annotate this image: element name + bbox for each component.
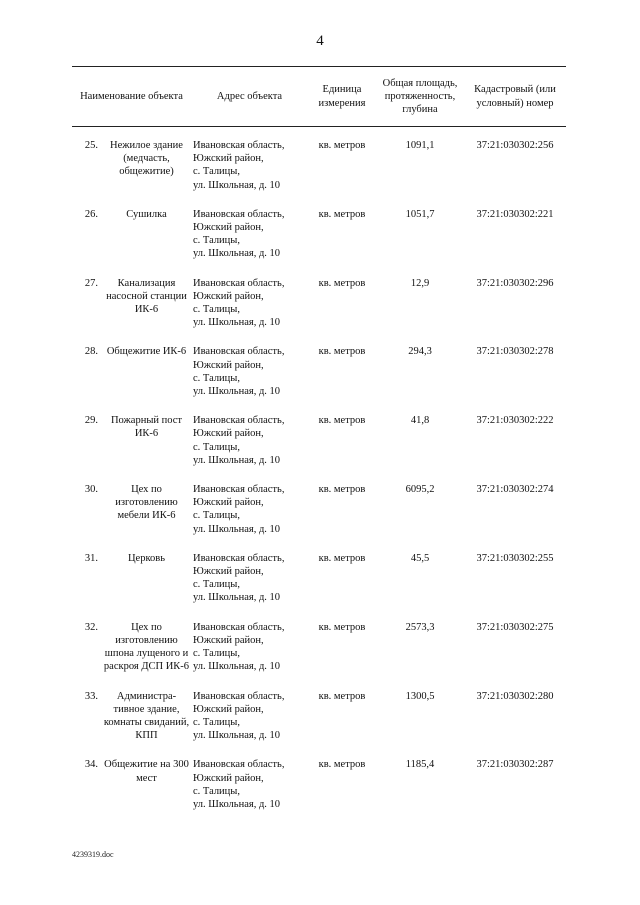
row-number: 29.: [84, 415, 98, 427]
cell-area: 1300,5: [405, 690, 435, 702]
object-name: Цех по изготовлению мебели ИК-6: [115, 484, 178, 522]
cell-cadastral: 37:21:030302:275: [476, 621, 554, 633]
table-row: [72, 621, 566, 690]
cell-address: [191, 483, 308, 552]
row-number: 31.: [84, 552, 98, 564]
footer-filename: 4239319.doc: [72, 850, 114, 859]
row-number: 34.: [84, 759, 98, 771]
object-name: Нежилое здание (медчасть, общежитие): [110, 140, 183, 178]
address-line: Южский район,: [193, 359, 264, 371]
address-line: с. Талицы,: [193, 579, 240, 591]
cell-unit: кв. метров: [318, 140, 366, 151]
address-line: с. Талицы,: [193, 441, 240, 453]
cell-name: [72, 483, 191, 552]
table-header: [72, 67, 566, 127]
cell-area: 294,3: [408, 346, 432, 358]
cell-address: [191, 277, 308, 346]
table-row: [72, 552, 566, 621]
address-line: с. Талицы,: [193, 372, 240, 384]
address-line: ул. Школьная, д. 10: [193, 386, 281, 398]
table-body: [72, 127, 566, 828]
cell-area: 1185,4: [405, 759, 435, 771]
address-line: Южский район,: [193, 772, 264, 784]
cell-unit: кв. метров: [318, 484, 366, 496]
object-name: Сушилка: [126, 208, 167, 220]
address-line: Южский район,: [193, 634, 264, 646]
table-row: [72, 277, 566, 346]
cell-address: [191, 690, 308, 759]
cell-address: [191, 552, 308, 621]
address-line: Ивановская область,: [193, 208, 285, 220]
property-table: [72, 66, 566, 827]
address-line: Южский район,: [193, 153, 264, 165]
header-area: Общая площадь, протяженность, глубина: [376, 67, 464, 127]
address-line: с. Талицы,: [193, 648, 240, 660]
cell-cadastral: 37:21:030302:287: [476, 759, 554, 771]
cell-cadastral: 37:21:030302:280: [476, 690, 554, 702]
address-line: Южский район,: [193, 566, 264, 578]
cell-cadastral: 37:21:030302:256: [476, 140, 554, 151]
cell-name: [72, 552, 191, 621]
address-line: с. Талицы,: [193, 510, 240, 522]
cell-address: [191, 758, 308, 827]
address-line: Ивановская область,: [193, 484, 285, 496]
cell-name: [72, 277, 191, 346]
row-number: 25.: [84, 140, 98, 151]
address-line: ул. Школьная, д. 10: [193, 523, 281, 535]
cell-cadastral: 37:21:030302:274: [476, 484, 554, 496]
address-line: Южский район,: [193, 290, 264, 302]
address-line: с. Талицы,: [193, 235, 240, 247]
table-row: [72, 127, 566, 208]
cell-address: [191, 208, 308, 277]
address-line: ул. Школьная, д. 10: [193, 248, 281, 260]
address-line: Ивановская область,: [193, 415, 285, 427]
address-line: Южский район,: [193, 703, 264, 715]
row-number: 33.: [84, 690, 98, 702]
address-line: Ивановская область,: [193, 759, 285, 771]
address-line: Ивановская область,: [193, 346, 285, 358]
cell-name: [72, 621, 191, 690]
cell-unit: кв. метров: [318, 277, 366, 289]
address-line: ул. Школьная, д. 10: [193, 592, 281, 604]
object-name: Общежитие на 300 мест: [104, 759, 189, 784]
cell-unit: кв. метров: [318, 415, 366, 427]
cell-unit: кв. метров: [318, 621, 366, 633]
cell-cadastral: 37:21:030302:221: [476, 208, 554, 220]
address-line: Ивановская область,: [193, 552, 285, 564]
row-number: 30.: [84, 484, 98, 496]
cell-area: 1051,7: [405, 208, 435, 220]
address-line: Южский район,: [193, 428, 264, 440]
header-address: Адрес объекта: [191, 67, 308, 127]
cell-unit: кв. метров: [318, 208, 366, 220]
object-name: Церковь: [127, 552, 166, 564]
cell-unit: кв. метров: [318, 346, 366, 358]
header-unit: Единица измерения: [308, 67, 376, 127]
header-cadastral: Кадастровый (или условный) номер: [464, 67, 566, 127]
table-row: [72, 345, 566, 414]
address-line: с. Талицы,: [193, 304, 240, 316]
address-line: Южский район,: [193, 222, 264, 234]
address-line: Ивановская область,: [193, 140, 285, 151]
cell-address: [191, 127, 308, 208]
address-line: Южский район,: [193, 497, 264, 509]
cell-name: [72, 414, 191, 483]
row-number: 27.: [84, 277, 98, 289]
table-row: [72, 208, 566, 277]
object-name: Цех по изготовлению шпона лущеного и раскроя ДСП ИК-6: [103, 621, 190, 673]
cell-cadastral: 37:21:030302:255: [476, 552, 554, 564]
cell-area: 1091,1: [405, 140, 435, 151]
address-line: с. Талицы,: [193, 166, 240, 178]
cell-area: 6095,2: [405, 484, 435, 496]
address-line: ул. Школьная, д. 10: [193, 317, 281, 329]
row-number: 32.: [84, 621, 98, 633]
cell-address: [191, 345, 308, 414]
cell-unit: кв. метров: [318, 759, 366, 771]
cell-address: [191, 414, 308, 483]
cell-name: [72, 758, 191, 827]
table-row: [72, 690, 566, 759]
table-row: [72, 758, 566, 827]
address-line: ул. Школьная, д. 10: [193, 454, 281, 466]
cell-unit: кв. метров: [318, 552, 366, 564]
address-line: ул. Школьная, д. 10: [193, 798, 281, 810]
object-name: Канализация насосной станции ИК-6: [106, 277, 187, 316]
page-number: 4: [316, 33, 324, 49]
header-name: Наименование объекта: [72, 67, 191, 127]
address-line: Ивановская область,: [193, 621, 285, 633]
table-row: [72, 483, 566, 552]
cell-area: 41,8: [410, 415, 430, 427]
row-number: 26.: [84, 208, 98, 220]
cell-address: [191, 621, 308, 690]
address-line: ул. Школьная, д. 10: [193, 661, 281, 673]
address-line: ул. Школьная, д. 10: [193, 179, 281, 191]
cell-name: [72, 690, 191, 759]
cell-name: [72, 345, 191, 414]
cell-name: [72, 208, 191, 277]
address-line: с. Талицы,: [193, 716, 240, 728]
address-line: Ивановская область,: [193, 690, 285, 702]
address-line: Ивановская область,: [193, 277, 285, 289]
address-line: с. Талицы,: [193, 785, 240, 797]
table-row: [72, 414, 566, 483]
cell-cadastral: 37:21:030302:222: [476, 415, 554, 427]
row-number: 28.: [84, 346, 98, 358]
cell-cadastral: 37:21:030302:296: [476, 277, 554, 289]
object-name: Пожарный пост ИК-6: [110, 415, 183, 440]
object-name: Общежитие ИК-6: [106, 346, 187, 358]
address-line: ул. Школьная, д. 10: [193, 730, 281, 742]
cell-area: 45,5: [410, 552, 430, 564]
cell-cadastral: 37:21:030302:278: [476, 346, 554, 358]
cell-area: 2573,3: [405, 621, 435, 633]
object-name: Администра-тивное здание, комнаты свиданий, КПП: [103, 690, 190, 742]
cell-unit: кв. метров: [318, 690, 366, 702]
cell-area: 12,9: [410, 277, 430, 289]
cell-name: [72, 127, 191, 208]
